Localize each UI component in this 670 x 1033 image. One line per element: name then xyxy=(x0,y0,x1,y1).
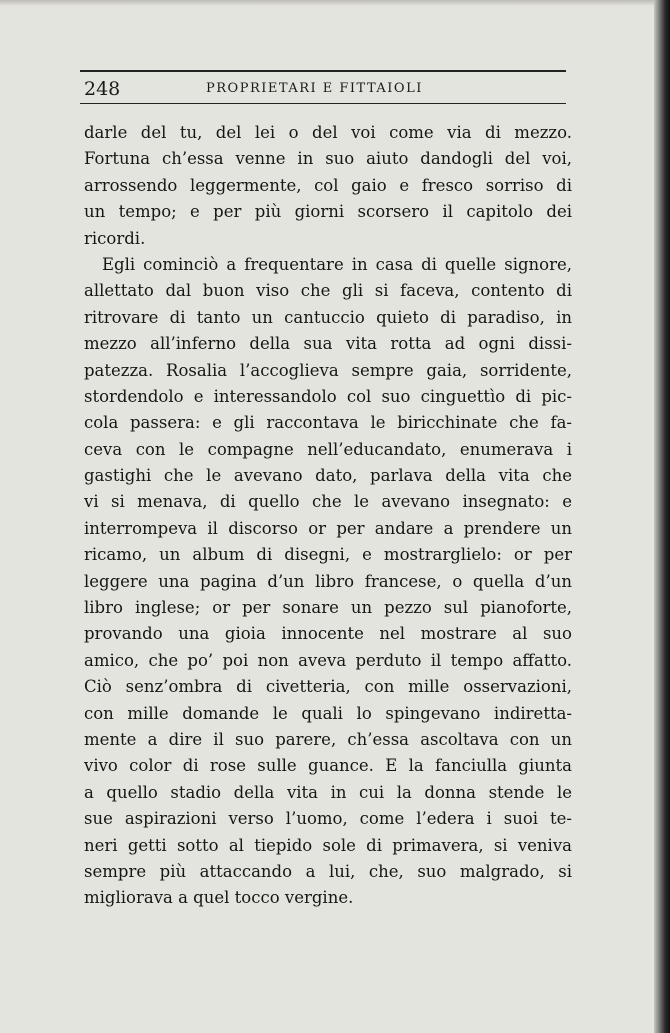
running-header xyxy=(80,70,566,104)
text-line: mezzo all’inferno della sua vita rotta ad ogni dissi- xyxy=(84,334,572,354)
text-line: un tempo; e per più giorni scorsero il capitolo dei xyxy=(84,202,572,222)
text-line: sempre più attaccando a lui, che, suo malgrado, si xyxy=(84,861,572,881)
text-line: provando una gioia innocente nel mostrare al suo xyxy=(84,624,572,644)
text-line: patezza. Rosalia l’accoglieva sempre gaia, sorridente, xyxy=(84,360,572,380)
text-line: ricordi. xyxy=(84,228,146,248)
text-line: ritrovare di tanto un cantuccio quieto di paradiso, in xyxy=(84,307,572,327)
running-title: PROPRIETARI E FITTAIOLI xyxy=(206,81,423,96)
text-line: ricamo, un album di disegni, e mostrarglielo: or per xyxy=(84,545,572,565)
text-line: vivo color di rose sulle guance. E la fanciulla giunta xyxy=(84,756,572,776)
text-line: vi si menava, di quello che le avevano insegnato: e xyxy=(84,492,572,512)
text-line: mente a dire il suo parere, ch’essa ascoltava con un xyxy=(84,729,572,749)
text-line: darle del tu, del lei o del voi come via di mezzo. xyxy=(84,123,572,142)
text-line: con mille domande le quali lo spingevano indiretta- xyxy=(84,703,572,723)
text-line: cola passera: e gli raccontava le biricchinate che fa- xyxy=(84,413,572,433)
text-line: sue aspirazioni verso l’uomo, come l’edera i suoi te- xyxy=(84,809,572,829)
text-line: a quello stadio della vita in cui la donna stende le xyxy=(84,782,572,802)
text-line: interrompeva il discorso or per andare a prendere un xyxy=(84,518,572,538)
text-line: neri getti sotto al tiepido sole di primavera, si veniva xyxy=(84,835,572,855)
text-line: Ciò senz’ombra di civetteria, con mille osservazioni, xyxy=(84,677,572,697)
page-top-edge xyxy=(0,0,670,6)
text-line: Egli cominciò a frequentare in casa di quelle signore, xyxy=(102,254,572,274)
page-binding-edge xyxy=(654,0,670,1033)
text-line: ceva con le compagne nell’educandato, enumerava i xyxy=(84,439,572,459)
text-line: Fortuna ch’essa venne in suo aiuto dandogli del voi, xyxy=(84,149,572,169)
page-number: 248 xyxy=(84,78,121,100)
text-line: stordendolo e interessandolo col suo cinguettìo di pic- xyxy=(84,386,572,406)
text-line: arrossendo leggermente, col gaio e fresco sorriso di xyxy=(84,175,572,195)
text-line: amico, che po’ poi non aveva perduto il tempo affatto. xyxy=(84,650,572,670)
text-line: libro inglese; or per sonare un pezzo sul pianoforte, xyxy=(84,598,572,618)
text-line: leggere una pagina d’un libro francese, o quella d’un xyxy=(84,571,572,591)
text-line: gastighi che le avevano dato, parlava della vita che xyxy=(84,466,572,486)
body-text xyxy=(84,120,572,912)
text-line: migliorava a quel tocco vergine. xyxy=(84,888,354,908)
text-line: allettato dal buon viso che gli si faceva, contento di xyxy=(84,281,572,301)
